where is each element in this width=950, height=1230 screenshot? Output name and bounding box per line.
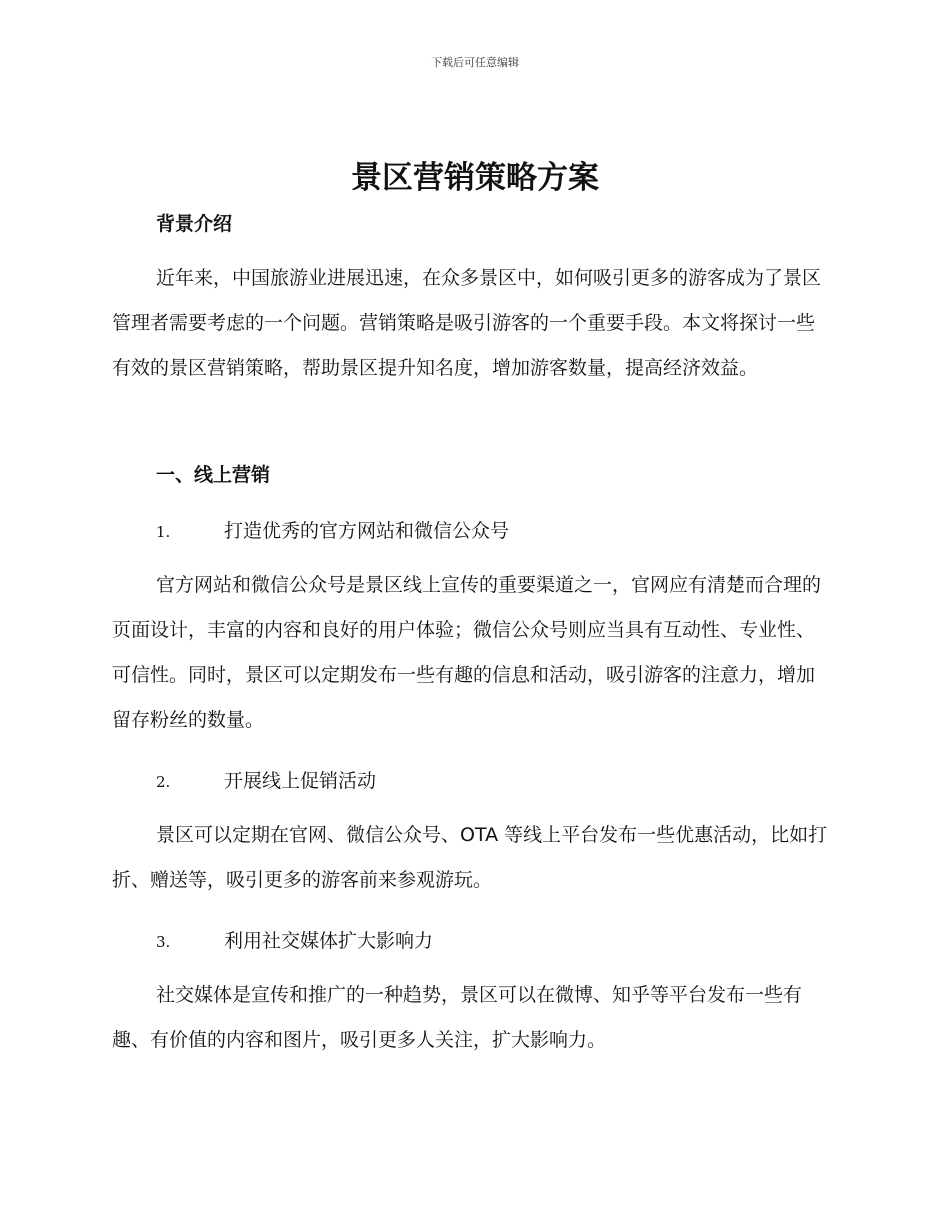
background-heading: 背景介绍 bbox=[156, 213, 233, 235]
document-title: 景区营销策略方案 bbox=[351, 160, 599, 196]
item-title: 打造优秀的官方网站和微信公众号 bbox=[224, 520, 510, 542]
item-2-paragraph: 景区可以定期在官网、微信公众号、OTA 等线上平台发布一些优惠活动，比如打折、赠送等，吸引更多的游客前来参观游玩。 bbox=[112, 824, 828, 891]
item-number: 2. bbox=[156, 773, 171, 791]
numbered-item-3 bbox=[156, 926, 876, 953]
item-number: 3. bbox=[156, 933, 171, 951]
item-3-paragraph: 社交媒体是宣传和推广的一种趋势，景区可以在微博、知乎等平台发布一些有趣、有价值的内容和图片，吸引更多人关注，扩大影响力。 bbox=[112, 984, 803, 1051]
numbered-item-2 bbox=[156, 766, 876, 793]
item-number: 1. bbox=[156, 523, 171, 541]
section-heading-online-marketing: 一、线上营销 bbox=[156, 464, 271, 486]
header-note: 下载后可任意编辑 bbox=[431, 56, 519, 69]
item-title: 开展线上促销活动 bbox=[224, 770, 377, 792]
item-title: 利用社交媒体扩大影响力 bbox=[224, 930, 434, 952]
numbered-item-1 bbox=[156, 516, 876, 543]
item-1-paragraph: 官方网站和微信公众号是景区线上宣传的重要渠道之一，官网应有清楚而合理的页面设计，丰富的内容和良好的用户体验；微信公众号则应当具有互动性、专业性、可信性。同时，景区可以定期发布一些有趣的信息和活动，吸引游客的注意力，增加留存粉丝的数量。 bbox=[112, 574, 822, 731]
background-paragraph: 近年来，中国旅游业进展迅速，在众多景区中，如何吸引更多的游客成为了景区管理者需要考虑的一个问题。营销策略是吸引游客的一个重要手段。本文将探讨一些有效的景区营销策略，帮助景区提升知名度，增加游客数量，提高经济效益。 bbox=[112, 267, 822, 379]
